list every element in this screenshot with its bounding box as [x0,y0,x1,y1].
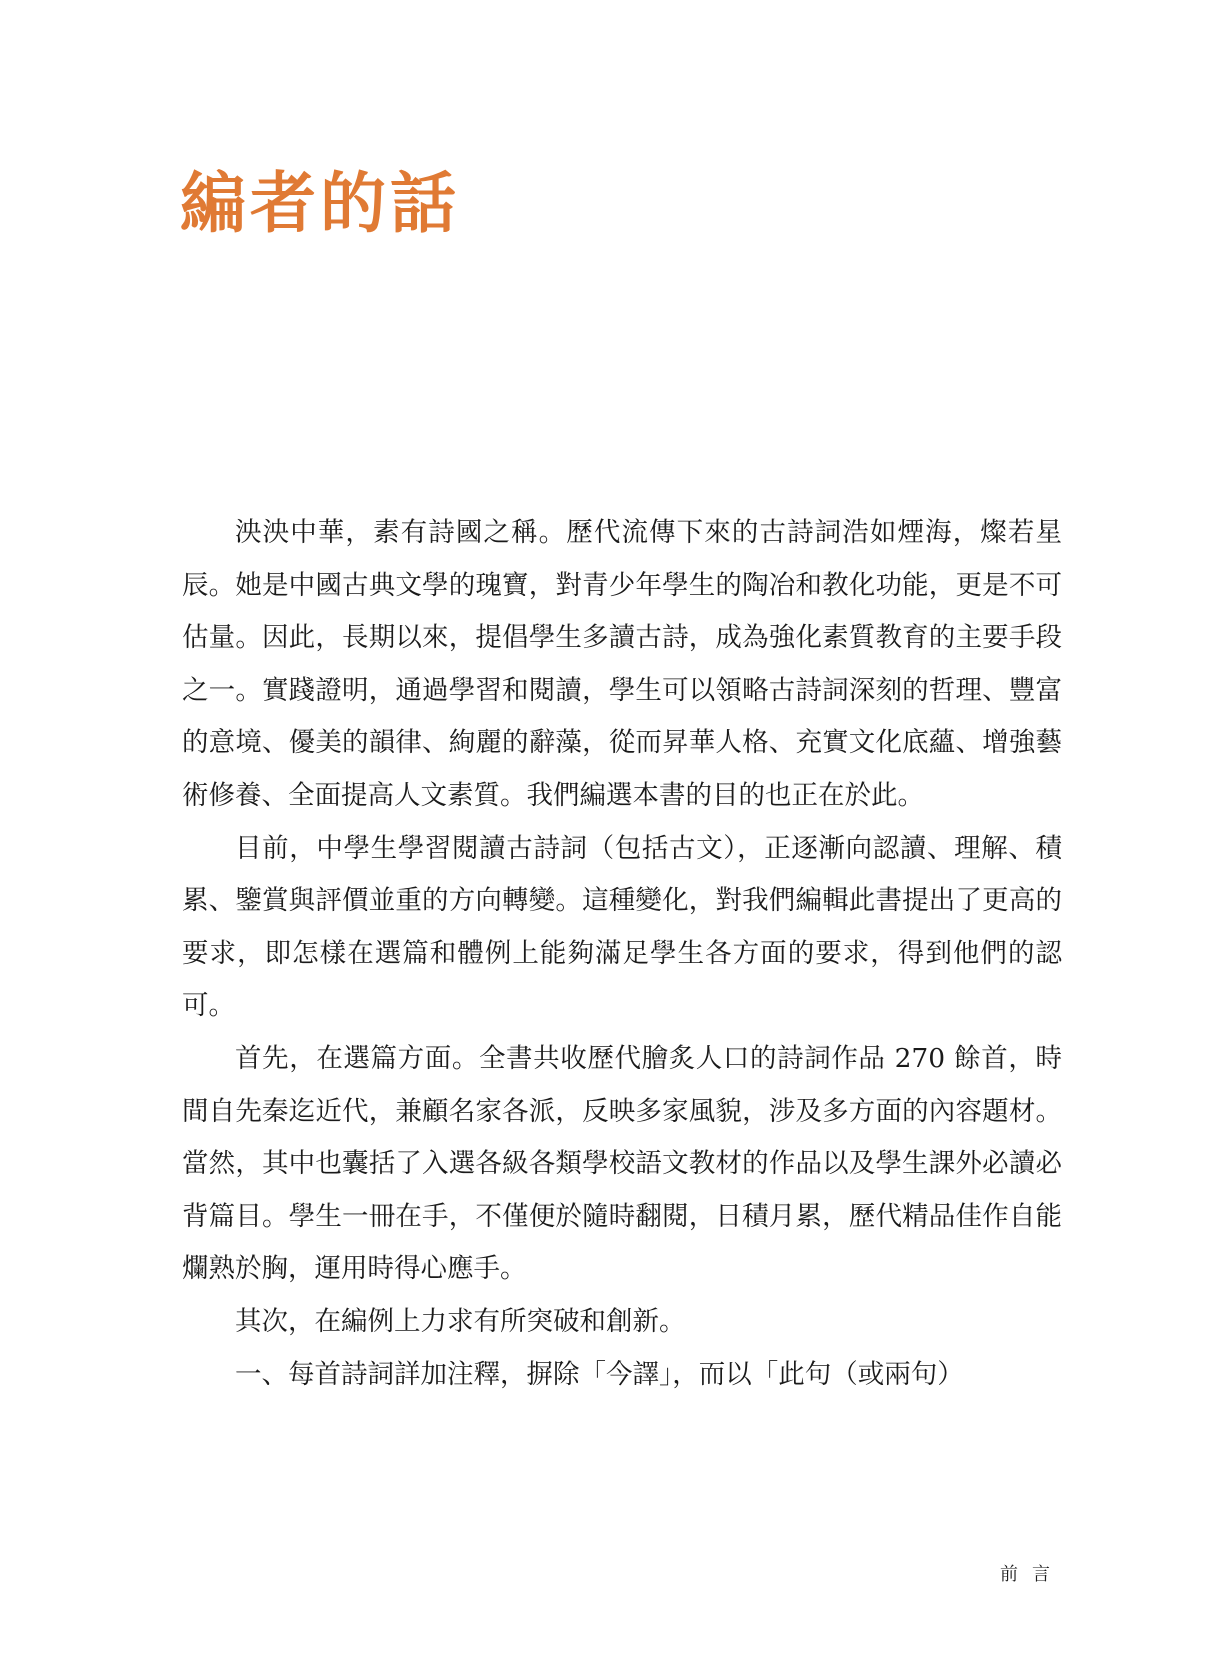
page-title: 編者的話 [180,164,460,242]
paragraph: 一、每首詩詞詳加注釋，摒除「今譯」，而以「此句（或兩句） [235,1358,964,1390]
paragraph: 首先，在選篇方面。全書共收歷代膾炙人口的詩詞作品 270 餘首，時間自先秦迄近代，兼顧名家各派，反映多家風貌，涉及多方面的內容題材。當然，其中也囊括了入選各級各類學校語文教材的作品以及學生課外必讀必背篇目。學生一冊在手，不僅便於隨時翻閱，日積月累，歷代精品佳作自能爛熟於胸，運用時得心應手。 [182,1042,1062,1285]
paragraph: 目前，中學生學習閱讀古詩詞（包括古文），正逐漸向認讀、理解、積累、鑒賞與評價並重的方向轉變。這種變化，對我們編輯此書提出了更高的要求，即怎樣在選篇和體例上能夠滿足學生各方面的要求，得到他們的認可。 [182,832,1062,1022]
body-text [182,507,1062,1401]
paragraph: 泱泱中華，素有詩國之稱。歷代流傳下來的古詩詞浩如煙海，燦若星辰。她是中國古典文學的瑰寶，對青少年學生的陶冶和教化功能，更是不可估量。因此，長期以來，提倡學生多讀古詩，成為強化素質教育的主要手段之一。實踐證明，通過學習和閱讀，學生可以領略古詩詞深刻的哲理、豐富的意境、優美的韻律、絢麗的辭藻，從而昇華人格、充實文化底蘊、增強藝術修養、全面提高人文素質。我們編選本書的目的也正在於此。 [182,517,1062,811]
running-footer: 前言 [1000,1564,1064,1585]
paragraph: 其次，在編例上力求有所突破和創新。 [235,1305,686,1337]
